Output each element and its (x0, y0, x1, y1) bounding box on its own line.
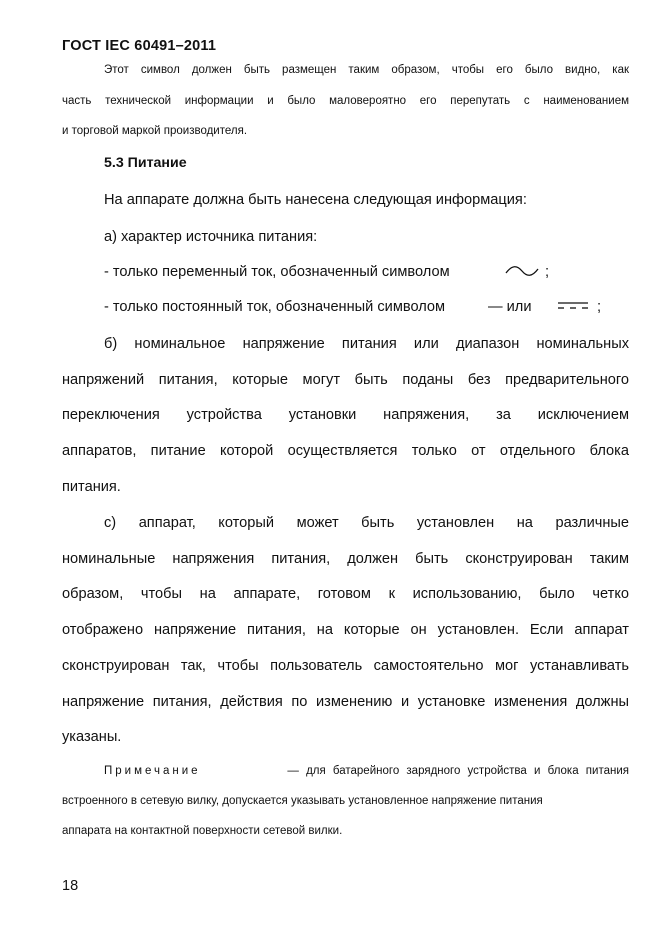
ac-line-end: ; (545, 264, 550, 280)
page-number: 18 (62, 878, 79, 894)
dc-line-text: - только постоянный ток, обозначенный символом (104, 299, 446, 315)
dc-line-end: ; (597, 299, 602, 315)
item-b-line-5: питания. (62, 479, 121, 495)
dc-symbol-icon (556, 300, 590, 312)
intro-line-3: и торговой маркой производителя. (62, 125, 248, 137)
item-b-line-3: переключения устройства установки напряжения, за исключением (62, 407, 629, 423)
item-a: а) характер источника питания: (104, 229, 318, 245)
item-c-line-5: сконструирован так, чтобы пользователь самостоятельно мог устанавливать (62, 658, 629, 674)
item-c-line-1: с) аппарат, который может быть установлен на различные (104, 515, 629, 531)
note-line-1 (104, 765, 629, 777)
document-header: ГОСТ IEC 60491–2011 (62, 38, 217, 54)
section-lead: На аппарате должна быть нанесена следующая информация: (104, 192, 527, 208)
dc-line-dash: — или (488, 299, 532, 315)
ac-line (104, 264, 450, 280)
intro-line-2: часть технической информации и было маловероятно его перепутать с наименованием (62, 95, 629, 107)
section-heading: 5.3 Питание (104, 155, 187, 171)
item-c-line-3: образом, чтобы на аппарате, готовом к использованию, было четко (62, 586, 629, 602)
item-c-line-4: отображено напряжение питания, на которые он установлен. Если аппарат (62, 622, 629, 638)
intro-line-1: Этот символ должен быть размещен таким образом, чтобы его было видно, как (104, 64, 629, 76)
item-b-line-1: б) номинальное напряжение питания или диапазон номинальных (104, 336, 629, 352)
item-b-line-4: аппаратов, питание которой осуществляется только от отдельного блока (62, 443, 629, 459)
item-c-line-2: номинальные напряжения питания, должен быть сконструирован таким (62, 551, 629, 567)
ac-line-text: - только переменный ток, обозначенный символом (104, 264, 450, 280)
ac-wave-icon (505, 264, 539, 278)
note-line-1-text: — для батарейного зарядного устройства и блока питания (287, 765, 629, 777)
item-c-line-7: указаны. (62, 729, 122, 745)
note-line-2: встроенного в сетевую вилку, допускается указывать установленное напряжение питания (62, 795, 543, 807)
item-b-line-2: напряжений питания, которые могут быть поданы без предварительного (62, 372, 629, 388)
item-c-line-6: напряжение питания, действия по изменению и установке изменения должны (62, 694, 629, 710)
note-line-3: аппарата на контактной поверхности сетевой вилки. (62, 825, 343, 837)
note-label: Примечание (104, 765, 201, 777)
